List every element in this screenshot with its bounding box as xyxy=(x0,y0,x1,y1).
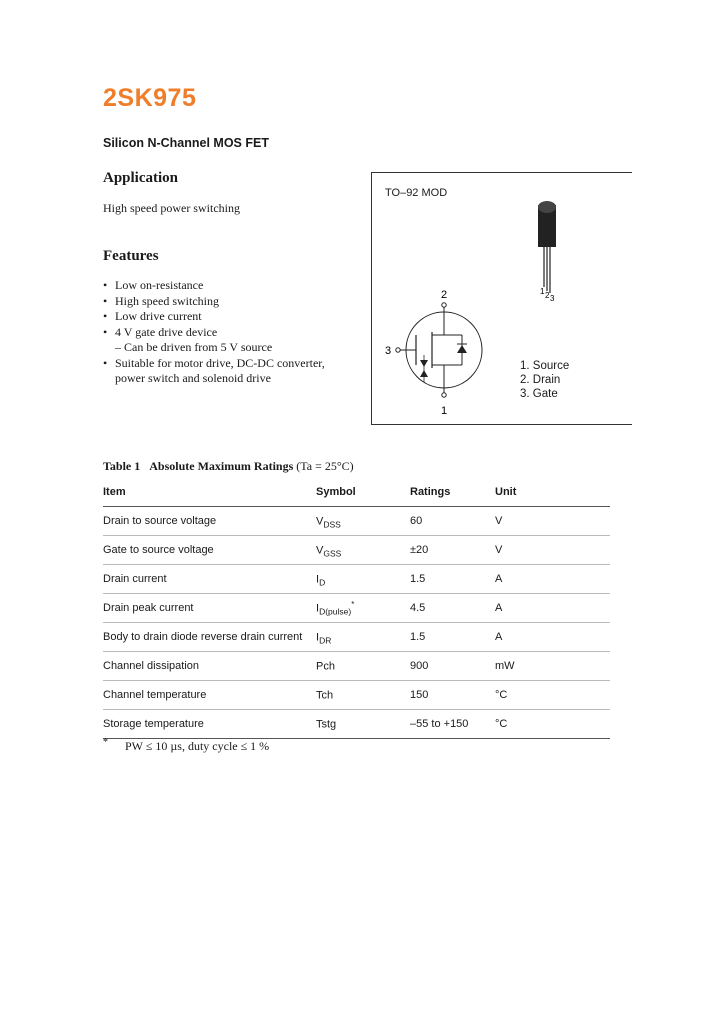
cell-symbol: $V_{DSS}$ xyxy=(316,507,410,536)
cell-item: Channel temperature xyxy=(103,681,316,710)
table-condition: (Ta = 25°C) xyxy=(296,459,354,473)
cell-item: Body to drain diode reverse drain current xyxy=(103,623,316,652)
table-row xyxy=(103,507,610,536)
header-symbol: Symbol xyxy=(316,478,410,507)
feature-item-continuation: power switch and solenoid drive xyxy=(115,371,271,385)
feature-item: • Suitable for motor drive, DC-DC converter, xyxy=(103,356,353,372)
cell-symbol: $I_{DR}$ xyxy=(316,623,410,652)
package-diagram xyxy=(380,195,620,420)
footnote-text: PW ≤ 10 µs, duty cycle ≤ 1 % xyxy=(125,739,270,753)
cell-item: Drain current xyxy=(103,565,316,594)
device-subtitle: Silicon N-Channel MOS FET xyxy=(103,136,269,150)
cell-symbol: Tch xyxy=(316,681,410,710)
absolute-maximum-ratings-table xyxy=(103,478,610,739)
cell-rating: ±20 xyxy=(410,536,495,565)
pin-legend xyxy=(520,359,569,401)
cell-rating: 150 xyxy=(410,681,495,710)
drain-terminal-label: 2 xyxy=(441,289,448,301)
cell-rating: 1.5 xyxy=(410,565,495,594)
lead-number-1: 1 xyxy=(540,287,545,296)
features-list xyxy=(103,278,353,387)
cell-symbol: $I_{D(pulse)}^*$ xyxy=(316,594,410,623)
feature-subitem: – Can be driven from 5 V source xyxy=(115,340,273,354)
table-header-row xyxy=(103,478,610,507)
source-terminal-label: 1 xyxy=(441,405,448,417)
cell-symbol: $V_{GSS}$ xyxy=(316,536,410,565)
table-row xyxy=(103,565,610,594)
cell-unit: V xyxy=(495,536,610,565)
table-name: Absolute Maximum Ratings xyxy=(149,459,294,473)
gate-terminal-label: 3 xyxy=(385,345,392,357)
application-text: High speed power switching xyxy=(103,201,240,215)
table-row xyxy=(103,681,610,710)
cell-item: Drain peak current xyxy=(103,594,316,623)
cell-unit: °C xyxy=(495,681,610,710)
application-heading: Application xyxy=(103,170,179,186)
feature-item: • High speed switching xyxy=(103,294,353,310)
cell-unit: °C xyxy=(495,710,610,739)
cell-symbol: $I_D$ xyxy=(316,565,410,594)
table-row xyxy=(103,710,610,739)
to92-package-drawing xyxy=(538,201,556,303)
cell-rating: –55 to +150 xyxy=(410,710,495,739)
cell-item: Storage temperature xyxy=(103,710,316,739)
cell-rating: 60 xyxy=(410,507,495,536)
header-unit: Unit xyxy=(495,478,610,507)
lead-number-3: 3 xyxy=(550,294,555,303)
cell-rating: 1.5 xyxy=(410,623,495,652)
cell-unit: A xyxy=(495,594,610,623)
pin-drain: 2. Drain xyxy=(520,374,561,386)
table-row xyxy=(103,536,610,565)
cell-item: Drain to source voltage xyxy=(103,507,316,536)
cell-unit: mW xyxy=(495,652,610,681)
cell-item: Gate to source voltage xyxy=(103,536,316,565)
header-ratings: Ratings xyxy=(410,478,495,507)
part-number: 2SK975 xyxy=(103,84,197,112)
cell-unit: V xyxy=(495,507,610,536)
cell-symbol: Tstg xyxy=(316,710,410,739)
mosfet-symbol xyxy=(385,289,482,417)
footnote-mark: * xyxy=(103,737,108,748)
feature-item: • 4 V gate drive device xyxy=(103,325,353,341)
features-heading: Features xyxy=(103,248,159,264)
cell-unit: A xyxy=(495,623,610,652)
pin-gate: 3. Gate xyxy=(520,388,558,400)
table-row xyxy=(103,623,610,652)
table-row xyxy=(103,594,610,623)
cell-item: Channel dissipation xyxy=(103,652,316,681)
table-number: Table 1 xyxy=(103,459,141,473)
lead-number-2: 2 xyxy=(545,291,550,300)
feature-item: • Low drive current xyxy=(103,309,353,325)
cell-rating: 4.5 xyxy=(410,594,495,623)
feature-item: • Low on-resistance xyxy=(103,278,353,294)
cell-unit: A xyxy=(495,565,610,594)
table-row xyxy=(103,652,610,681)
cell-symbol: Pch xyxy=(316,652,410,681)
package-name: TO–92 MOD xyxy=(385,187,448,199)
cell-rating: 900 xyxy=(410,652,495,681)
pin-source: 1. Source xyxy=(520,360,570,372)
header-item: Item xyxy=(103,478,316,507)
table-title xyxy=(103,459,354,474)
